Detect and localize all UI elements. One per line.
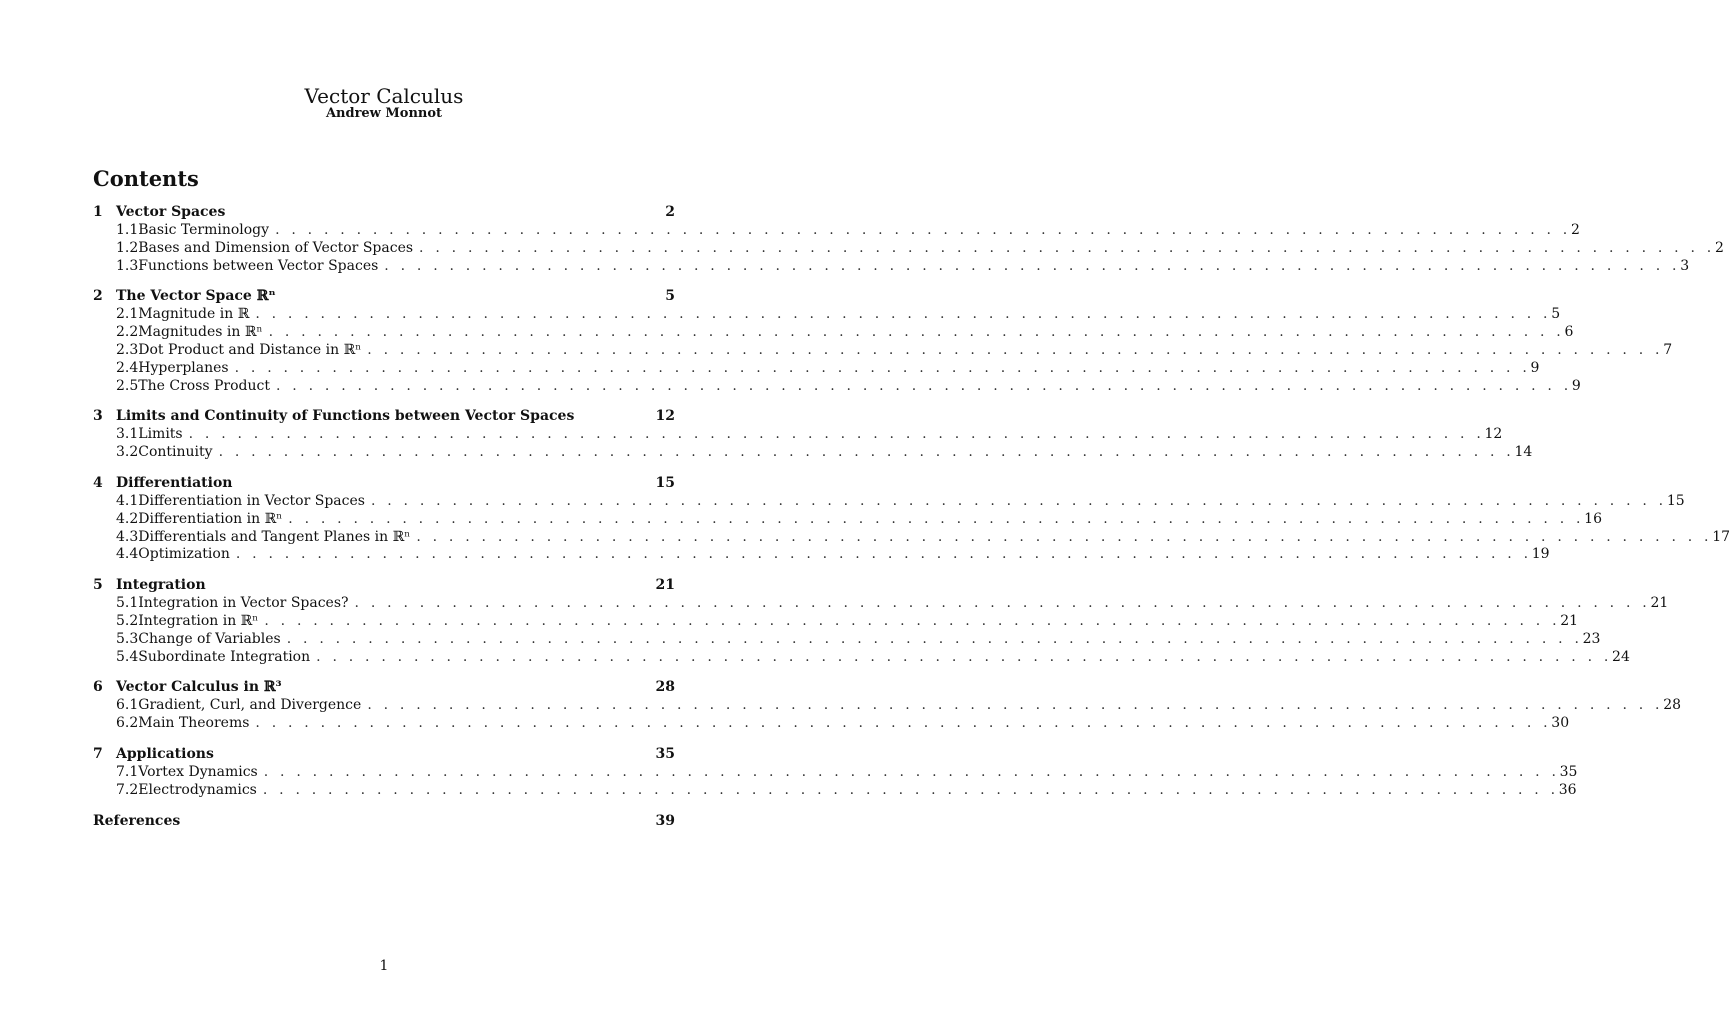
toc-section-number: 5: [93, 577, 103, 594]
toc-subsection-number: 4.3: [116, 528, 139, 545]
toc-subsection-page: 9: [1530, 359, 1540, 376]
dot-leader: . . . . . . . . . . . . . . . . . . . . . . . . . . . . . . . . . . . . . . . . . . . . . . . . . . . . . . . . . . . . . . . . . . . . . . . . . . . . . . . .: [316, 648, 1613, 665]
toc-subsection-row[interactable]: [93, 763, 1578, 782]
toc-subsection-title: Differentiation in ℝⁿ: [138, 510, 283, 527]
toc-subsection-page: 16: [1584, 510, 1602, 527]
toc-subsection-number: 1.3: [116, 257, 139, 274]
document-title: Vector Calculus: [304, 84, 464, 108]
toc-subsection-row[interactable]: [93, 324, 1574, 342]
toc-section: [93, 745, 1578, 800]
toc-section-title: Integration: [116, 577, 206, 594]
toc-subsection-page: 21: [1560, 612, 1579, 629]
toc-section-title: Differentiation: [116, 474, 233, 491]
toc-subsection-title: Change of Variables: [138, 630, 281, 647]
toc-subsection-title: Hyperplanes: [138, 359, 229, 376]
toc-subsection-row[interactable]: [93, 359, 1540, 378]
toc-subsection-page: 5: [1551, 306, 1561, 323]
page-number: 1: [379, 958, 389, 974]
document-author: Andrew Monnot: [325, 106, 443, 121]
dot-leader: . . . . . . . . . . . . . . . . . . . . . . . . . . . . . . . . . . . . . . . . . . . . . . . . . . . . . . . . . . . . . . . . . . . . . . . . . . . . . . . .: [264, 612, 1561, 629]
toc-subsection-row[interactable]: [93, 595, 1669, 613]
toc-subsection-page: 2: [1570, 222, 1580, 238]
toc-subsection-title: Magnitude in ℝ: [138, 306, 250, 323]
toc-section-number: 7: [93, 745, 103, 762]
toc-subsection-row[interactable]: [93, 426, 1503, 444]
dot-leader: . . . . . . . . . . . . . . . . . . . . . . . . . . . . . . . . . . . . . . . . . . . . . . . . . . . . . . . . . . . . . . . . . . . . . . . . . . . . . . . .: [255, 715, 1552, 732]
toc-subsection-title: Subordinate Integration: [138, 648, 311, 665]
toc-section-row[interactable]: [93, 288, 675, 306]
toc-subsection-page: 21: [1650, 595, 1669, 612]
toc-subsection-row[interactable]: [93, 444, 1533, 462]
dot-leader: . . . . . . . . . . . . . . . . . . . . . . . . . . . . . . . . . . . . . . . . . . . . . . . . . . . . . . . . . . . . . . . . . . . . . . . . . . . . . . . .: [367, 341, 1664, 358]
toc-subsection-title: Limits: [138, 426, 183, 443]
toc-section-title: Applications: [116, 745, 214, 762]
toc-subsection-number: 3.1: [116, 426, 139, 443]
toc-subsection-row[interactable]: [93, 239, 1724, 258]
toc-subsection-row[interactable]: [93, 546, 1550, 564]
dot-leader: . . . . . . . . . . . . . . . . . . . . . . . . . . . . . . . . . . . . . . . . . . . . . . . . . . . . . . . . . . . . . . . . . . . . . . . . . . . . . . . .: [419, 239, 1715, 256]
toc-subsection-row[interactable]: [93, 715, 1570, 733]
toc-subsection-page: 28: [1663, 697, 1682, 714]
dot-leader: . . . . . . . . . . . . . . . . . . . . . . . . . . . . . . . . . . . . . . . . . . . . . . . . . . . . . . . . . . . . . . . . . . . . . . . . . . . . . . . .: [275, 222, 1571, 238]
toc-section-page: 5: [665, 288, 675, 305]
toc-subsection-title: Integration in Vector Spaces?: [138, 595, 349, 612]
toc-section-row[interactable]: [93, 204, 675, 222]
toc-section-row[interactable]: [93, 408, 675, 426]
dot-leader: . . . . . . . . . . . . . . . . . . . . . . . . . . . . . . . . . . . . . . . . . . . . . . . . . . . . . . . . . . . . . . . . . . . . . . . . . . . . . . . .: [188, 426, 1485, 443]
toc-section-title: Vector Calculus in ℝ³: [116, 679, 282, 696]
toc-section-number: 1: [93, 204, 103, 220]
toc-section-number: 6: [93, 679, 103, 696]
toc-subsection-number: 7.2: [116, 781, 139, 798]
toc-subsection-number: 2.4: [116, 359, 139, 376]
toc-subsection-number: 1.2: [116, 239, 139, 256]
dot-leader: . . . . . . . . . . . . . . . . . . . . . . . . . . . . . . . . . . . . . . . . . . . . . . . . . . . . . . . . . . . . . . . . . . . . . . . . . . . . . . . .: [268, 324, 1565, 341]
toc-section-row[interactable]: [93, 475, 675, 493]
dot-leader: . . . . . . . . . . . . . . . . . . . . . . . . . . . . . . . . . . . . . . . . . . . . . . . . . . . . . . . . . . . . . . . . . . . . . . . . . . . . . . . .: [218, 444, 1515, 461]
toc-section-title: The Vector Space ℝⁿ: [116, 288, 276, 305]
toc-subsection-row[interactable]: [93, 630, 1601, 649]
toc-subsection-page: 36: [1558, 781, 1577, 798]
toc-subsection-row[interactable]: [93, 528, 1730, 547]
toc-subsection-row[interactable]: [93, 612, 1579, 631]
toc-subsection-number: 2.5: [116, 377, 139, 394]
toc-references-page: 39: [655, 812, 675, 829]
toc-subsection-row[interactable]: [93, 222, 1580, 240]
toc-section-page: 35: [655, 745, 675, 762]
toc-subsection-title: Gradient, Curl, and Divergence: [138, 697, 362, 714]
toc-subsection-page: 30: [1551, 715, 1570, 732]
toc-subsection-number: 2.3: [116, 341, 139, 358]
toc-subsection-title: Integration in ℝⁿ: [138, 612, 259, 629]
toc-section-row[interactable]: [93, 577, 675, 595]
toc-subsection-page: 35: [1559, 763, 1578, 780]
toc-subsection-page: 23: [1582, 630, 1601, 647]
toc-section: [93, 577, 1669, 666]
toc-section: [93, 288, 1673, 395]
toc-subsection-title: Magnitudes in ℝⁿ: [138, 324, 263, 341]
toc-subsection-row[interactable]: [93, 697, 1682, 715]
toc-subsection-number: 5.2: [116, 612, 139, 629]
toc-section-page: 12: [655, 408, 675, 425]
toc-subsection-number: 7.1: [116, 763, 139, 780]
toc-section-row[interactable]: [93, 746, 675, 764]
toc-subsection-title: Functions between Vector Spaces: [138, 257, 379, 274]
toc-subsection-number: 4.2: [116, 510, 139, 527]
toc-subsection-number: 1.1: [116, 222, 139, 238]
toc-subsection-number: 5.4: [116, 648, 139, 665]
dot-leader: . . . . . . . . . . . . . . . . . . . . . . . . . . . . . . . . . . . . . . . . . . . . . . . . . . . . . . . . . . . . . . . . . . . . . . . . . . . . . . . .: [255, 306, 1552, 323]
dot-leader: . . . . . . . . . . . . . . . . . . . . . . . . . . . . . . . . . . . . . . . . . . . . . . . . . . . . . . . . . . . . . . . . . . . . . . . . . . . . . . . .: [234, 359, 1531, 376]
toc-subsection-number: 2.2: [116, 324, 139, 341]
toc-section-page: 28: [655, 679, 675, 696]
toc-section: [93, 408, 1533, 462]
dot-leader: . . . . . . . . . . . . . . . . . . . . . . . . . . . . . . . . . . . . . . . . . . . . . . . . . . . . . . . . . . . . . . . . . . . . . . . . . . . . . . . .: [384, 257, 1681, 274]
dot-leader: . . . . . . . . . . . . . . . . . . . . . . . . . . . . . . . . . . . . . . . . . . . . . . . . . . . . . . . . . . . . . . . . . . . . . . . . . . . . . . . .: [370, 492, 1667, 509]
toc-subsection-number: 4.4: [116, 546, 139, 563]
toc-subsection-number: 6.1: [116, 697, 139, 714]
toc-section-number: 2: [93, 288, 103, 305]
toc-subsection-number: 2.1: [116, 306, 139, 323]
toc-subsection-row[interactable]: [93, 377, 1581, 396]
dot-leader: . . . . . . . . . . . . . . . . . . . . . . . . . . . . . . . . . . . . . . . . . . . . . . . . . . . . . . . . . . . . . . . . . . . . . . . . . . . . . . . .: [288, 510, 1585, 527]
toc-subsection-row[interactable]: [93, 341, 1673, 360]
toc-references-row[interactable]: [93, 813, 675, 831]
toc-subsection-row[interactable]: [93, 492, 1685, 511]
toc-subsection-title: Dot Product and Distance in ℝⁿ: [138, 341, 362, 358]
dot-leader: . . . . . . . . . . . . . . . . . . . . . . . . . . . . . . . . . . . . . . . . . . . . . . . . . . . . . . . . . . . . . . . . . . . . . . . . . . . . . . . .: [286, 630, 1583, 647]
dot-leader: . . . . . . . . . . . . . . . . . . . . . . . . . . . . . . . . . . . . . . . . . . . . . . . . . . . . . . . . . . . . . . . . . . . . . . . . . . . . . . . .: [354, 595, 1651, 612]
toc-subsection-number: 4.1: [116, 492, 139, 509]
toc-subsection-row[interactable]: [93, 510, 1602, 529]
toc-references-title: References: [93, 812, 181, 829]
dot-leader: . . . . . . . . . . . . . . . . . . . . . . . . . . . . . . . . . . . . . . . . . . . . . . . . . . . . . . . . . . . . . . . . . . . . . . . . . . . . . . . .: [416, 528, 1713, 545]
toc-subsection-page: 19: [1531, 546, 1550, 563]
dot-leader: . . . . . . . . . . . . . . . . . . . . . . . . . . . . . . . . . . . . . . . . . . . . . . . . . . . . . . . . . . . . . . . . . . . . . . . . . . . . . . . .: [235, 546, 1532, 563]
toc-subsection-page: 2: [1714, 239, 1724, 256]
toc-subsection-row[interactable]: [93, 781, 1577, 800]
toc-subsection-title: Optimization: [138, 546, 230, 563]
toc-subsection-title: Main Theorems: [138, 715, 250, 732]
toc-subsection-page: 3: [1680, 257, 1690, 274]
toc-subsection-title: Bases and Dimension of Vector Spaces: [138, 239, 414, 256]
toc-subsection-number: 6.2: [116, 715, 139, 732]
toc-subsection-title: Differentiation in Vector Spaces: [138, 492, 365, 509]
toc-subsection-page: 14: [1514, 444, 1533, 461]
toc-subsection-number: 5.1: [116, 595, 139, 612]
toc-subsection-title: Differentials and Tangent Planes in ℝⁿ: [138, 528, 411, 545]
toc-subsection-title: Basic Terminology: [138, 222, 270, 238]
toc-subsection-page: 9: [1571, 377, 1581, 394]
toc-section-page: 2: [665, 204, 675, 220]
toc-section: [93, 204, 1724, 275]
toc-section: [93, 679, 1682, 733]
contents-heading: Contents: [93, 166, 199, 191]
toc-subsection-title: The Cross Product: [138, 377, 270, 394]
dot-leader: . . . . . . . . . . . . . . . . . . . . . . . . . . . . . . . . . . . . . . . . . . . . . . . . . . . . . . . . . . . . . . . . . . . . . . . . . . . . . . . .: [263, 763, 1560, 780]
toc-section-number: 3: [93, 408, 103, 425]
toc-subsection-row[interactable]: [93, 648, 1630, 667]
toc-subsection-row[interactable]: [93, 306, 1561, 324]
toc-subsection-row[interactable]: [93, 257, 1690, 276]
toc-section-number: 4: [93, 474, 103, 491]
toc-section: [93, 474, 1730, 564]
toc-subsection-title: Electrodynamics: [138, 781, 257, 798]
toc-subsection-title: Continuity: [138, 444, 213, 461]
toc-subsection-number: 3.2: [116, 444, 139, 461]
dot-leader: . . . . . . . . . . . . . . . . . . . . . . . . . . . . . . . . . . . . . . . . . . . . . . . . . . . . . . . . . . . . . . . . . . . . . . . . . . . . . . . .: [367, 697, 1664, 714]
toc-subsection-page: 12: [1484, 426, 1503, 443]
toc-section-title: Limits and Continuity of Functions between Vector Spaces: [116, 408, 575, 425]
table-of-contents: [93, 204, 1730, 831]
toc-subsection-page: 7: [1663, 341, 1673, 358]
toc-section-row[interactable]: [93, 679, 675, 697]
dot-leader: . . . . . . . . . . . . . . . . . . . . . . . . . . . . . . . . . . . . . . . . . . . . . . . . . . . . . . . . . . . . . . . . . . . . . . . . . . . . . . . .: [262, 781, 1559, 798]
toc-section-page: 15: [655, 474, 675, 491]
toc-subsection-title: Vortex Dynamics: [138, 763, 258, 780]
toc-subsection-page: 6: [1564, 324, 1574, 341]
dot-leader: . . . . . . . . . . . . . . . . . . . . . . . . . . . . . . . . . . . . . . . . . . . . . . . . . . . . . . . . . . . . . . . . . . . . . . . . . . . . . . . .: [276, 377, 1572, 394]
toc-subsection-number: 5.3: [116, 630, 139, 647]
toc-subsection-page: 15: [1666, 492, 1685, 509]
toc-subsection-page: 24: [1612, 648, 1630, 665]
toc-subsection-page: 17: [1712, 528, 1730, 545]
toc-section-title: Vector Spaces: [116, 204, 226, 220]
toc-section-page: 21: [655, 577, 675, 594]
